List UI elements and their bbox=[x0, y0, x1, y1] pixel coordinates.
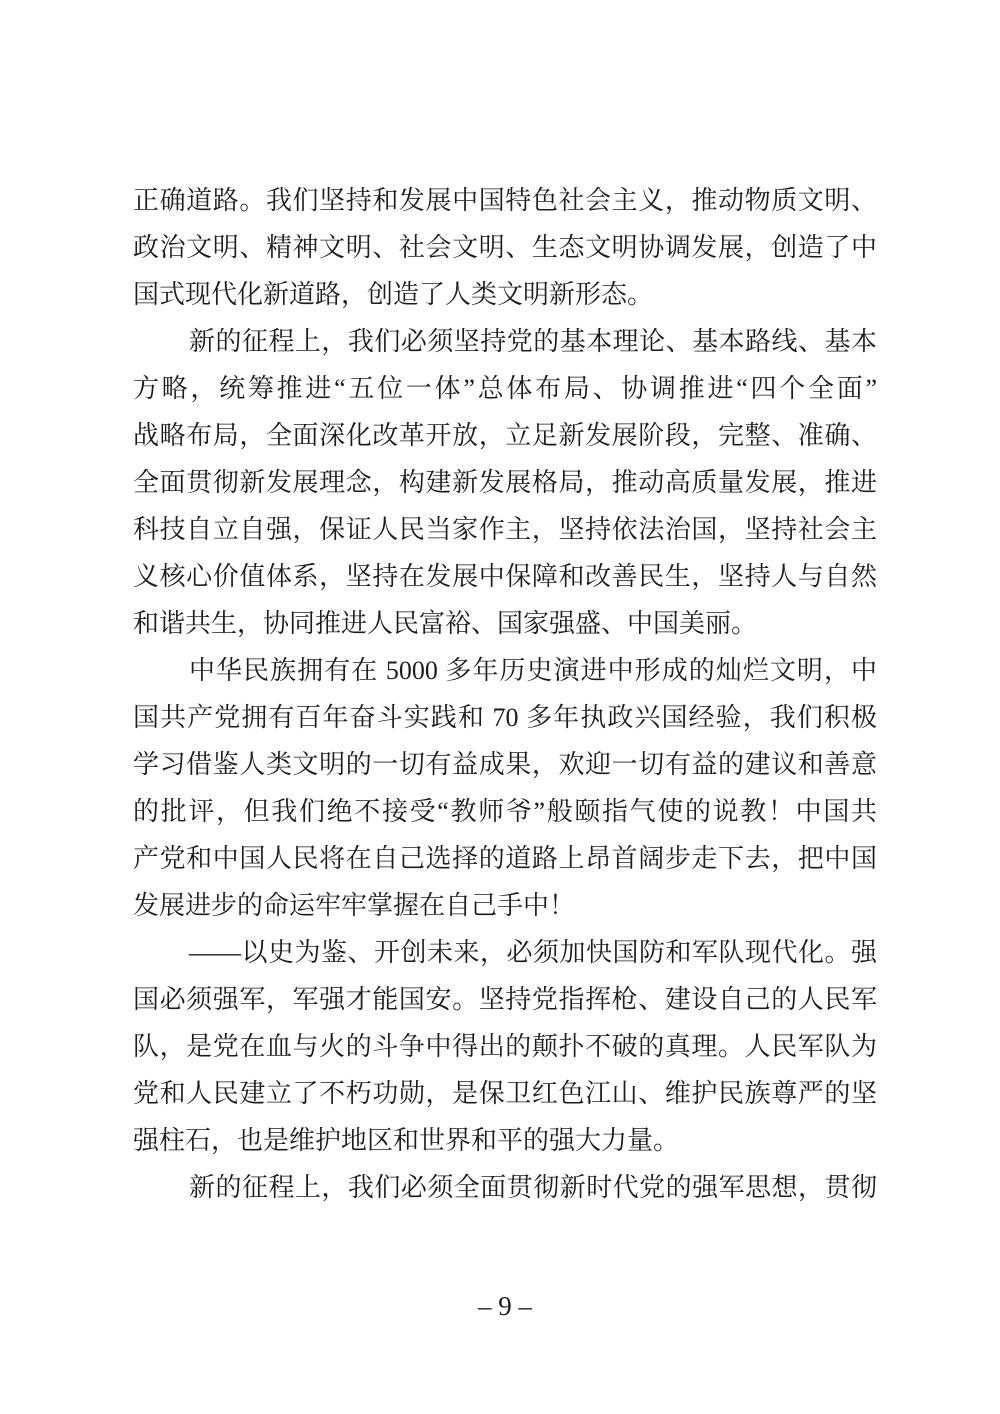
text-line: 的批评，但我们绝不接受“教师爷”般颐指气使的说教！中国共 bbox=[133, 797, 877, 826]
text-line: 队，是党在血与火的斗争中得出的颠扑不破的真理。人民军队为 bbox=[133, 1032, 877, 1061]
text-line: 义核心价值体系，坚持在发展中保障和改善民生，坚持人与自然 bbox=[133, 562, 877, 591]
page-footer bbox=[133, 1290, 877, 1322]
text-line: 新的征程上，我们必须坚持党的基本理论、基本路线、基本 bbox=[189, 327, 877, 356]
text-line: 党和人民建立了不朽功勋，是保卫红色江山、维护民族尊严的坚 bbox=[133, 1079, 877, 1108]
text-line: 强柱石，也是维护地区和世界和平的强大力量。 bbox=[133, 1126, 680, 1155]
document-body bbox=[133, 177, 877, 1211]
text-line: 战略布局，全面深化改革开放，立足新发展阶段，完整、准确、 bbox=[133, 421, 877, 450]
text-line: 国必须强军，军强才能国安。坚持党指挥枪、建设自己的人民军 bbox=[133, 985, 877, 1014]
text-line: 产党和中国人民将在自己选择的道路上昂首阔步走下去，把中国 bbox=[133, 844, 877, 873]
text-line: 方略，统筹推进“五位一体”总体布局、协调推进“四个全面” bbox=[133, 374, 877, 403]
text-line: 学习借鉴人类文明的一切有益成果，欢迎一切有益的建议和善意 bbox=[133, 750, 877, 779]
text-line: 科技自立自强，保证人民当家作主，坚持依法治国，坚持社会主 bbox=[133, 515, 877, 544]
text-line: 和谐共生，协同推进人民富裕、国家强盛、中国美丽。 bbox=[133, 609, 758, 638]
text-line: 全面贯彻新发展理念，构建新发展格局，推动高质量发展，推进 bbox=[133, 468, 877, 497]
text-line: 中华民族拥有在 5000 多年历史演进中形成的灿烂文明，中 bbox=[189, 656, 877, 685]
text-line: 新的征程上，我们必须全面贯彻新时代党的强军思想，贯彻 bbox=[189, 1173, 877, 1202]
text-line: 正确道路。我们坚持和发展中国特色社会主义，推动物质文明、 bbox=[133, 186, 877, 215]
text-line: 国式现代化新道路，创造了人类文明新形态。 bbox=[133, 280, 654, 309]
text-line: ——以史为鉴、开创未来，必须加快国防和军队现代化。强 bbox=[189, 938, 877, 967]
text-line: 政治文明、精神文明、社会文明、生态文明协调发展，创造了中 bbox=[133, 233, 877, 262]
page-number: – 9 – bbox=[478, 1291, 532, 1321]
text-line: 国共产党拥有百年奋斗实践和 70 多年执政兴国经验，我们积极 bbox=[133, 703, 877, 732]
text-line: 发展进步的命运牢牢掌握在自己手中！ bbox=[133, 891, 576, 920]
